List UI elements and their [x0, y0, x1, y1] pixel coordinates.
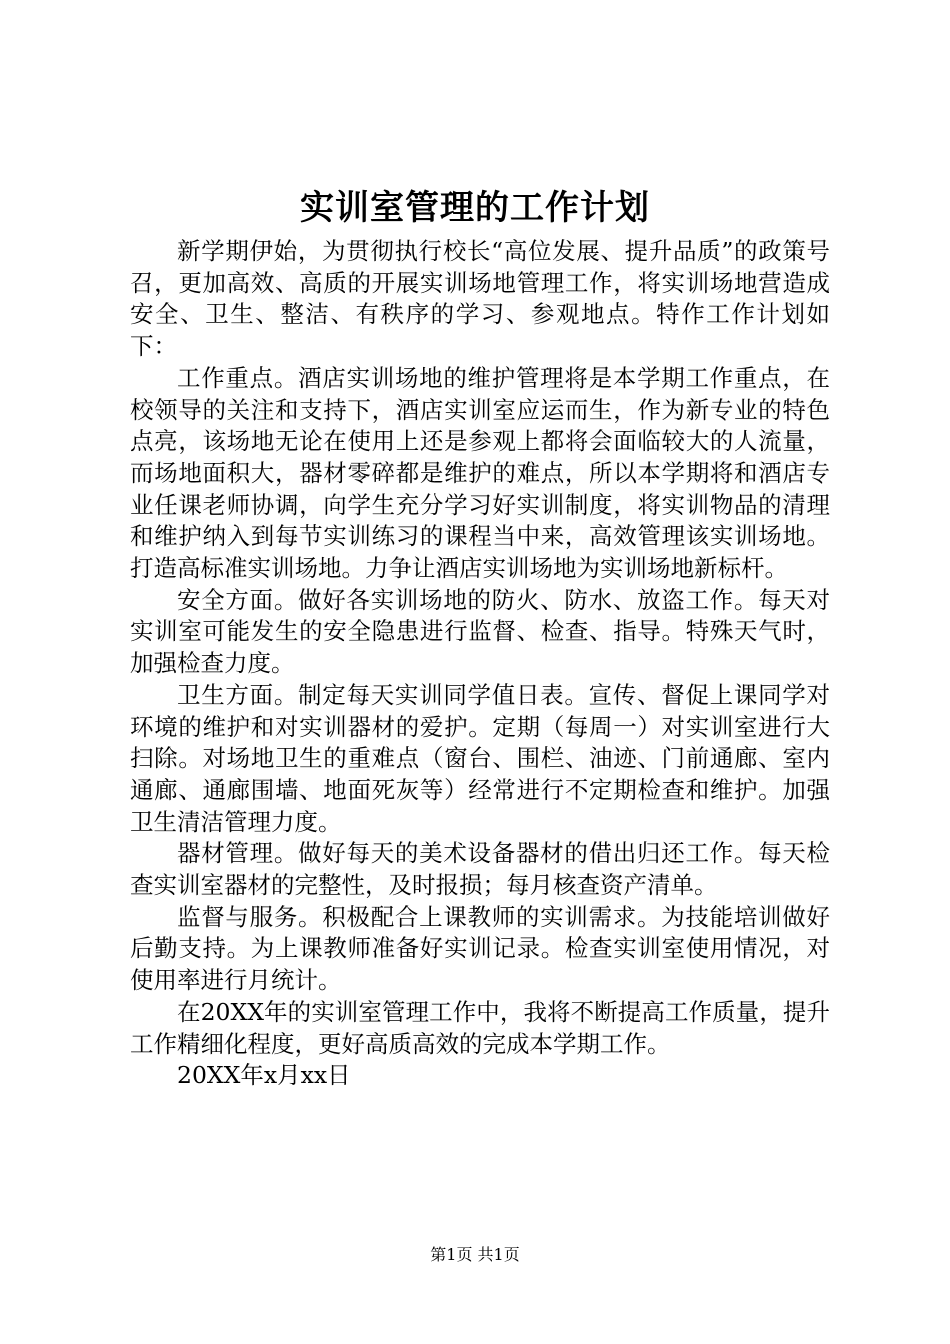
paragraph-supervision: 监督与服务。积极配合上课教师的实训需求。为技能培训做好后勤支持。为上课教师准备好实训记录。检查实训室使用情况，对使用率进行月统计。: [130, 902, 830, 995]
paragraph-hygiene: 卫生方面。制定每天实训同学值日表。宣传、督促上课同学对环境的维护和对实训器材的爱护。定期（每周一）对实训室进行大扫除。对场地卫生的重难点（窗台、围栏、油迹、门前通廊、室内通廊、通廊围墙、地面死灰等）经常进行不定期检查和维护。加强卫生清洁管理力度。: [130, 680, 830, 836]
paragraph-intro: 新学期伊始，为贯彻执行校长“高位发展、提升品质”的政策号召，更加高效、高质的开展实训场地管理工作，将实训场地营造成安全、卫生、整洁、有秩序的学习、参观地点。特作工作计划如下：: [130, 237, 830, 361]
page-footer: 第1页 共1页: [430, 1245, 520, 1264]
paragraph-equipment: 器材管理。做好每天的美术设备器材的借出归还工作。每天检查实训室器材的完整性，及时报损；每月核查资产清单。: [130, 839, 830, 900]
paragraph-work-focus: 工作重点。酒店实训场地的维护管理将是本学期工作重点，在校领导的关注和支持下，酒店实训室应运而生，作为新专业的特色点亮，该场地无论在使用上还是参观上都将会面临较大的人流量，而场地面积大，器材零碎都是维护的难点，所以本学期将和酒店专业任课老师协调，向学生充分学习好实训制度，将实训物品的清理和维护纳入到每节实训练习的课程当中来，高效管理该实训场地。打造高标准实训场地。力争让酒店实训场地为实训场地新标杆。: [130, 363, 830, 583]
document-body: [130, 236, 830, 1092]
paragraph-conclusion: 在20XX年的实训室管理工作中，我将不断提高工作质量，提升工作精细化程度，更好高质高效的完成本学期工作。: [130, 997, 830, 1058]
paragraph-safety: 安全方面。做好各实训场地的防火、防水、放盗工作。每天对实训室可能发生的安全隐患进行监督、检查、指导。特殊天气时，加强检查力度。: [130, 585, 830, 678]
document-date: 20XX年x月xx日: [177, 1061, 351, 1090]
document-title: 实训室管理的工作计划: [300, 188, 650, 228]
